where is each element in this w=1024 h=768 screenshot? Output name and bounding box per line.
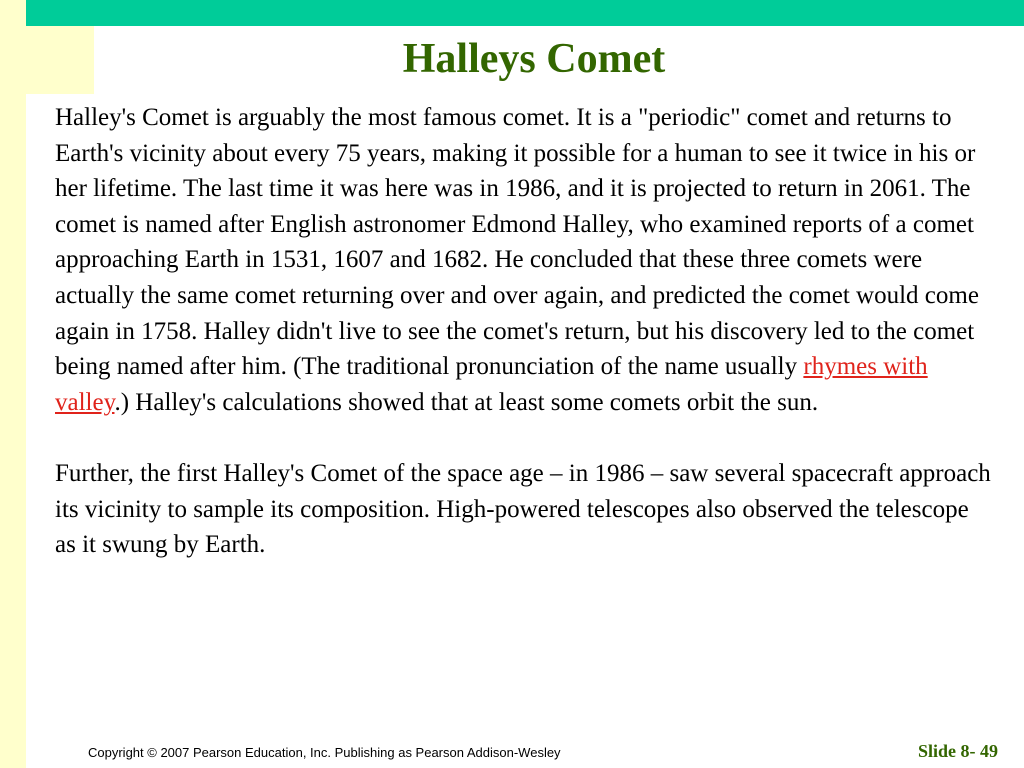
copyright-notice: Copyright © 2007 Pearson Education, Inc. Publishing as Pearson Addison-Wesley xyxy=(88,745,561,760)
top-decorative-bar xyxy=(26,0,1024,26)
left-decorative-bar xyxy=(0,0,26,768)
paragraph-1-text-end: .) Halley's calculations showed that at least some comets orbit the sun. xyxy=(114,388,819,416)
slide-number: Slide 8- 49 xyxy=(917,741,998,761)
paragraph-1-text-start: Halley's Comet is arguably the most famous comet. It is a "periodic" comet and returns to Earth's vicinity about every 75 years, making it possible for a human to see it twice in his or her lifetime. The last time it was here was in 1986, and it is projected to return in 2061. The comet is named after English astronomer Edmond Halley, who examined reports of a comet approaching Earth in 1531, 1607 and 1682. He concluded that these three comets were actually the same comet returning over and over again, and predicted the comet would come again in 1758. Halley didn't live to see the comet's return, but his discovery led to the comet being named after him. (The traditional pronunciation of the name usually xyxy=(55,104,979,381)
paragraph-2: Further, the first Halley's Comet of the space age – in 1986 – saw several spacecraft approach its vicinity to sample its composition. High-powered telescopes also observed the telescope as it swung by Earth. xyxy=(55,459,991,559)
pronunciation-link[interactable]: rhymes with valley xyxy=(55,353,928,416)
corner-decorative-box xyxy=(26,26,94,94)
paragraph-1 xyxy=(55,100,995,420)
slide-title: Halleys Comet xyxy=(402,36,666,82)
paragraph-gap xyxy=(55,420,995,456)
slide-body xyxy=(55,100,995,563)
